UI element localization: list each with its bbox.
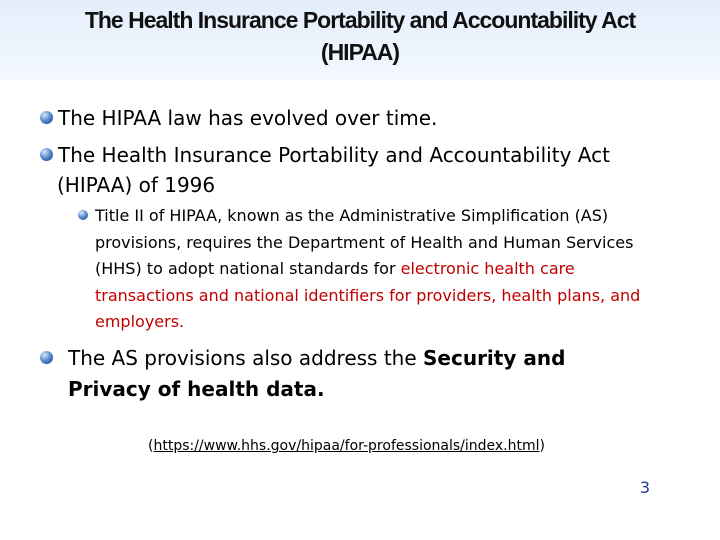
sub-bullet-icon — [78, 210, 88, 220]
bullet-text-3 — [40, 343, 640, 405]
sub-bullet-item — [78, 203, 678, 336]
ref-close-paren: ) — [539, 438, 545, 454]
bullet-text-2-line-2: (HIPAA) of 1996 — [57, 173, 216, 197]
bullet-item-2 — [40, 140, 610, 200]
reference-link[interactable]: https://www.hhs.gov/hipaa/for-professionals/index.html — [153, 438, 540, 454]
bullet-item-1 — [40, 103, 437, 133]
bullet-text-1: The HIPAA law has evolved over time. — [58, 106, 438, 130]
sub-bullet-text-highlight: electronic health care transactions and national identifiers for providers, health plans, and employers. — [95, 259, 641, 331]
title-line-1: The Health Insurance Portability and Accountability Act — [84, 7, 636, 33]
title-band — [0, 0, 720, 80]
sub-bullet-text-normal: Title II of HIPAA, known as the Administrative Simplification (AS) provisions, requires the Department of Health and Human Services (HHS) to adopt national standards for — [95, 206, 634, 278]
reference — [148, 438, 545, 454]
bullet-icon — [40, 148, 53, 161]
slide-title — [0, 4, 720, 68]
sub-bullet-text — [78, 203, 678, 336]
title-line-2: (HIPAA) — [320, 39, 400, 65]
bullet-text-2-line-1: The Health Insurance Portability and Accountability Act — [58, 143, 610, 167]
page-number: 3 — [639, 478, 651, 497]
ref-open-paren: ( — [148, 438, 154, 454]
bullet-icon — [40, 111, 53, 124]
bullet-icon — [40, 351, 53, 364]
bullet-item-3 — [40, 343, 640, 405]
bullet-text-3-normal: The AS provisions also address the — [68, 346, 423, 370]
bullet-text-3-bold: Security and Privacy of health data. — [68, 346, 566, 401]
